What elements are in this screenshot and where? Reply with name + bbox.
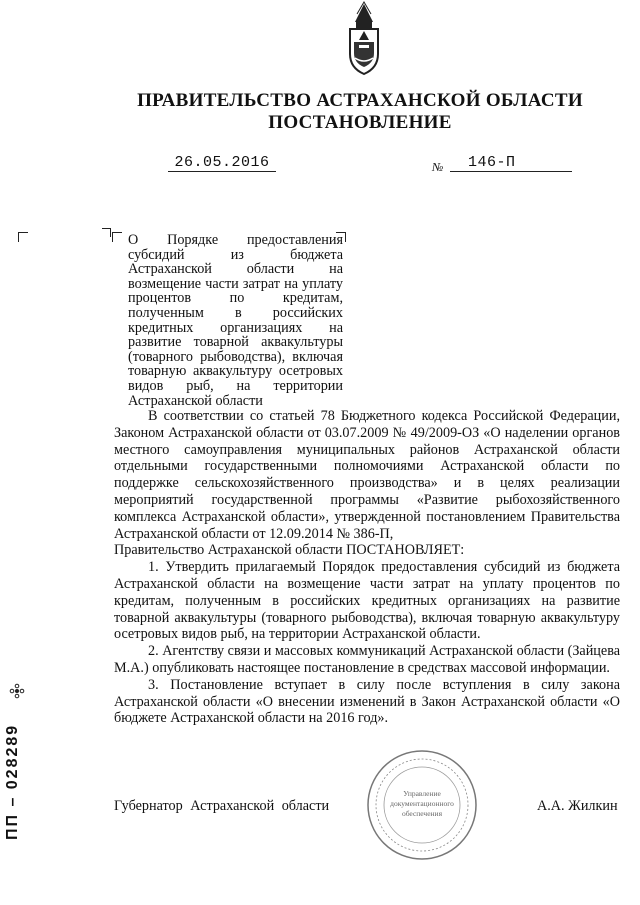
decree-item-1: 1. Утвердить прилагаемый Порядок предоставления субсидий из бюджета Астраханской области на возмещение части затрат на уплату процентов по кредитам, полученным в российских кредитных организациях на развитие товарной аквакультуры (товарного рыбоводства), включая товарную аквакультуру осетровых видов рыб, на территории Астраханской области. [114, 559, 620, 643]
subject-corner-mark-left [112, 232, 122, 242]
document-date: 26.05.2016 [168, 154, 276, 172]
decree-line: Правительство Астраханской области ПОСТАНОВЛЯЕТ: [114, 542, 465, 559]
document-body [114, 408, 620, 727]
margin-corner-mark [18, 232, 28, 242]
number-sign: № [432, 160, 444, 174]
document-number: 146-П [450, 154, 572, 172]
flower-mark-icon [9, 683, 25, 699]
coat-of-arms-emblem [335, 0, 393, 80]
subject-corner-mark [102, 228, 111, 237]
document-subject: О Порядке предоставления субсидий из бюджета Астраханской области на возмещение части затрат на уплату процентов по кредитам, полученным в российских кредитных организациях на развитие товарной аквакультуры (товарного рыбоводства), включая товарную аквакультуру осетровых видов рыб, на территории Астраханской области [128, 232, 343, 409]
registry-code: ПП – 028289 [4, 723, 21, 840]
intro-paragraph: В соответствии со статьей 78 Бюджетного кодекса Российской Федерации, Законом Астраханской области от 03.07.2009 № 49/2009-ОЗ «О наделении органов местного самоуправления муниципальных районов Астраханской области отдельными государственными полномочиями Астраханской области по поддержке сельскохозяйственного производства» и в целях реализации мероприятий государственной программы «Развитие рыбохозяйственного комплекса Астраханской области», утвержденной постановлением Правительства Астраханской области от 12.09.2014 № 386-П, [114, 408, 620, 542]
stamp-line-3: обеспечения [401, 809, 443, 818]
stamp-line-1: Управление [403, 789, 441, 798]
official-stamp [365, 748, 479, 862]
government-name: ПРАВИТЕЛЬСТВО АСТРАХАНСКОЙ ОБЛАСТИ [137, 90, 583, 111]
stamp-line-2: документационного [390, 799, 454, 808]
decree-item-2: 2. Агентству связи и массовых коммуникаций Астраханской области (Зайцева М.А.) опубликовать настоящее постановление в средствах массовой информации. [114, 643, 621, 676]
signatory-name: А.А. Жилкин [537, 798, 618, 814]
document-type: ПОСТАНОВЛЕНИЕ [268, 112, 452, 133]
decree-item-3: 3. Постановление вступает в силу после вступления в силу закона Астраханской области «О внесении изменений в Закон Астраханской области «О бюджете Астраханской области на 2016 год». [114, 676, 620, 727]
signatory-title: Губернатор Астраханской области [114, 798, 330, 814]
